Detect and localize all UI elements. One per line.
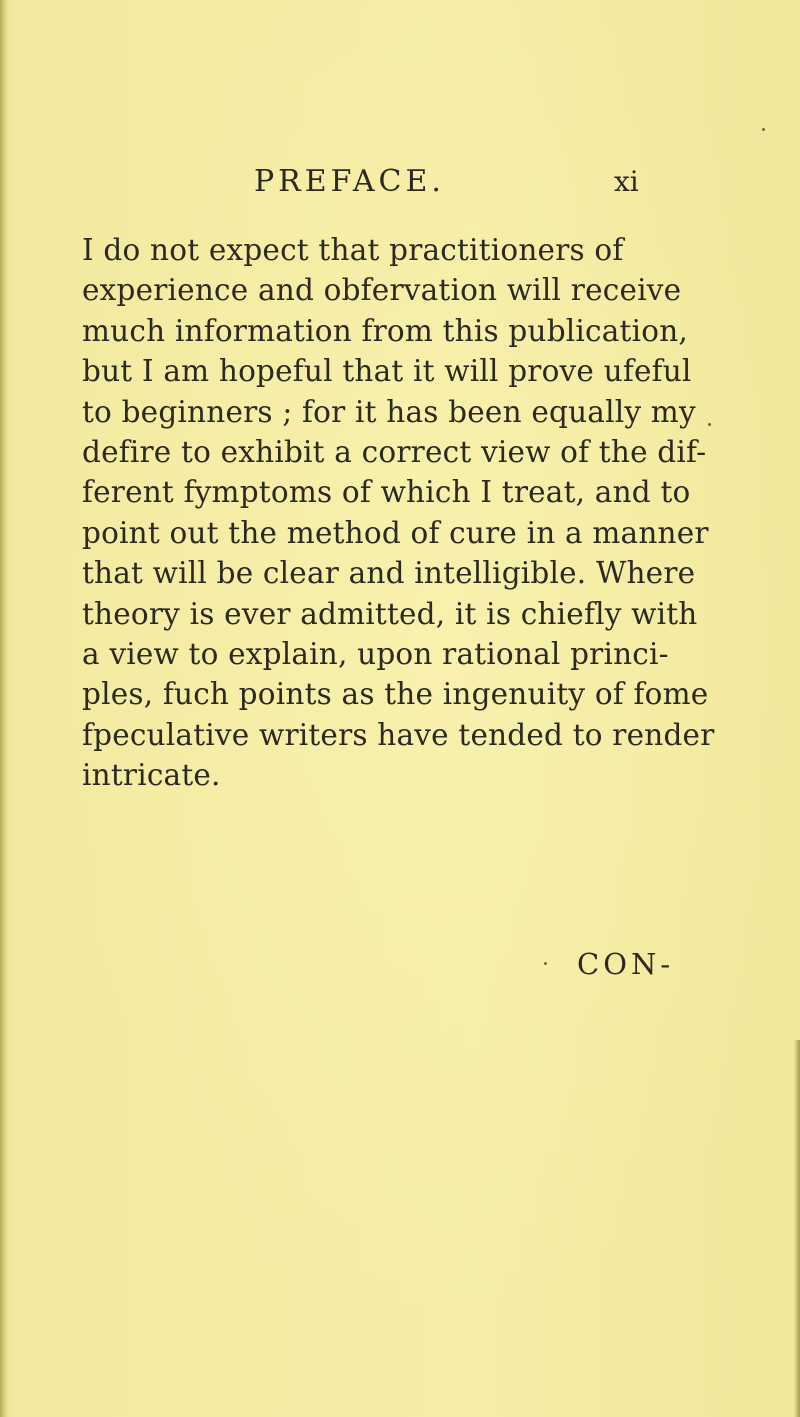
text-line: experience and obfervation will receive: [82, 273, 682, 308]
page-number: xi: [614, 165, 639, 198]
catchword: CON-: [577, 947, 675, 981]
text-line: fpeculative writers have tended to render: [82, 717, 715, 752]
text-line: I do not expect that practitioners of: [82, 233, 624, 267]
preface-paragraph: [82, 230, 715, 795]
text-line: ples, fuch points as the ingenuity of fome: [82, 677, 709, 712]
page-gutter-shadow: [0, 0, 8, 1417]
page-edge-shadow: [794, 1040, 800, 1417]
text-line: a view to explain, upon rational princi-: [82, 636, 669, 671]
text-line: point out the method of cure in a manner: [82, 515, 709, 550]
text-line: much information from this publication,: [82, 313, 688, 348]
text-line: that will be clear and intelligible. Where: [82, 556, 696, 591]
ink-speck: [762, 128, 765, 131]
running-head: [0, 162, 800, 202]
text-line: theory is ever admitted, it is chiefly with: [82, 596, 698, 631]
text-line: defire to exhibit a correct view of the dif-: [82, 434, 707, 469]
text-line: but I am hopeful that it will prove ufeful: [82, 354, 692, 389]
text-line: ferent fymptoms of which I treat, and to: [82, 475, 691, 510]
text-line: to beginners ; for it has been equally my: [82, 394, 696, 429]
ink-speck: [708, 423, 711, 426]
ink-speck: [544, 962, 547, 965]
text-line: intricate.: [82, 758, 221, 793]
running-head-title: PREFACE.: [254, 164, 445, 199]
